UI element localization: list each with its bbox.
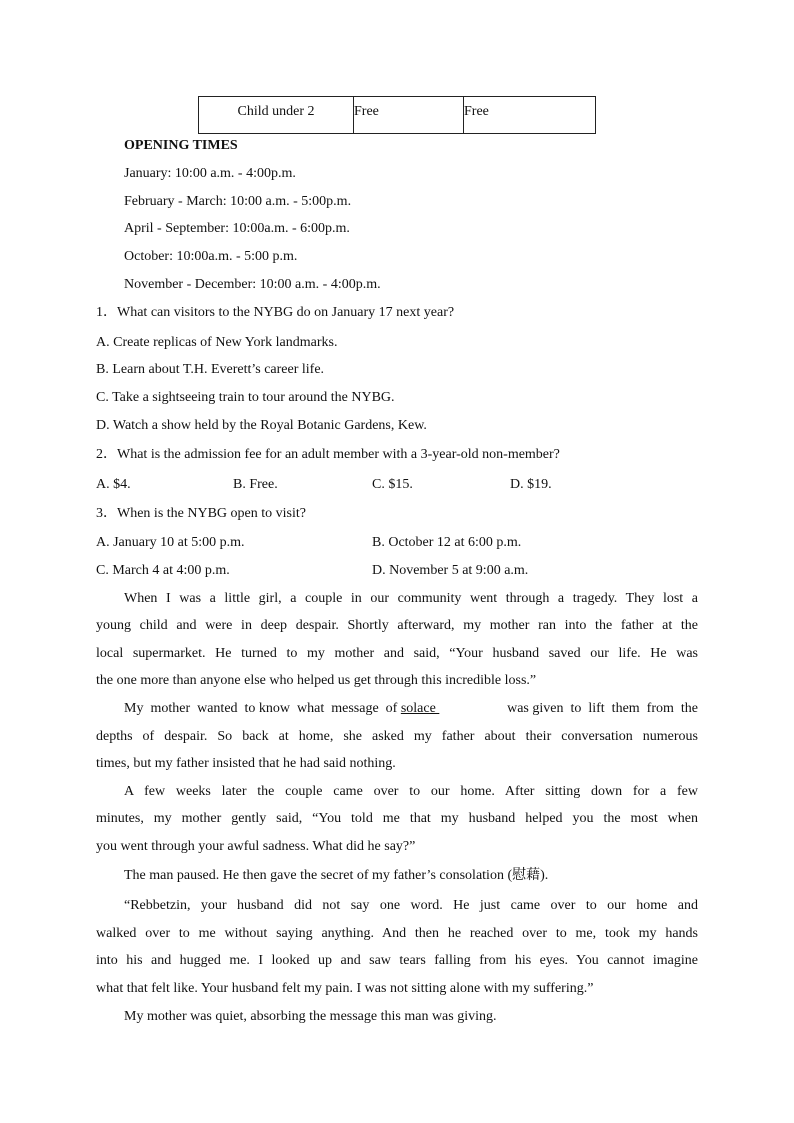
passage-line: My mother was quiet, absorbing the message this man was giving. — [124, 1009, 497, 1024]
table-cell: Free — [354, 97, 464, 134]
opening-time-line: October: 10:00a.m. - 5:00 p.m. — [124, 249, 298, 264]
admission-table — [198, 96, 596, 134]
passage-line — [124, 700, 698, 718]
table-row — [199, 97, 596, 134]
question-option: A. $4. — [96, 477, 131, 492]
passage-line: times, but my father insisted that he had said nothing. — [96, 756, 396, 771]
question-option: D. Watch a show held by the Royal Botanic Gardens, Kew. — [96, 418, 427, 433]
passage-text: My mother wanted to know what message of — [124, 701, 401, 716]
opening-time-line: April - September: 10:00a.m. - 6:00p.m. — [124, 221, 350, 236]
table-cell: Free — [464, 97, 596, 134]
question-option: C. Take a sightseeing train to tour around the NYBG. — [96, 390, 395, 405]
passage-line: you went through your awful sadness. What did he say?” — [96, 839, 416, 854]
opening-time-line: January: 10:00 a.m. - 4:00p.m. — [124, 166, 296, 181]
question-option: A. January 10 at 5:00 p.m. — [96, 535, 245, 550]
underlined-word-solace: solace — [400, 701, 440, 716]
passage-line: local supermarket. He turned to my mother and said, “Your husband saved our life. He was — [96, 646, 698, 661]
table-cell: Child under 2 — [199, 97, 354, 134]
question-option: C. March 4 at 4:00 p.m. — [96, 563, 230, 578]
passage-line: minutes, my mother gently said, “You told me that my husband helped you the most when — [96, 811, 698, 826]
passage-line: what that felt like. Your husband felt my pain. I was not sitting alone with my suffering.” — [96, 981, 594, 996]
question-option: B. Learn about T.H. Everett’s career life. — [96, 362, 325, 377]
question-stem: 3．When is the NYBG open to visit? — [96, 506, 306, 521]
question-option: A. Create replicas of New York landmarks. — [96, 335, 338, 350]
passage-line: the one more than anyone else who helped us get through this incredible loss.” — [96, 673, 537, 688]
question-option: D. November 5 at 9:00 a.m. — [372, 563, 529, 578]
opening-time-line: February - March: 10:00 a.m. - 5:00p.m. — [124, 194, 352, 209]
question-option: D. $19. — [510, 477, 552, 492]
opening-times-heading: OPENING TIMES — [124, 138, 238, 153]
passage-text: was given to lift them from the — [503, 701, 698, 716]
passage-line: “Rebbetzin, your husband did not say one word. He just came over to our home and — [124, 898, 698, 913]
passage-line: young child and were in deep despair. Shortly afterward, my mother ran into the father at the — [96, 618, 698, 633]
question-option: B. Free. — [233, 477, 278, 492]
passage-line: A few weeks later the couple came over to our home. After sitting down for a few — [124, 784, 698, 799]
passage-line: The man paused. He then gave the secret of my father’s consolation (慰藉). — [124, 868, 549, 883]
passage-line: When I was a little girl, a couple in our community went through a tragedy. They lost a — [124, 591, 698, 606]
question-stem: 2．What is the admission fee for an adult member with a 3-year-old non-member? — [96, 447, 560, 462]
opening-time-line: November - December: 10:00 a.m. - 4:00p.m. — [124, 277, 381, 292]
passage-line: depths of despair. So back at home, she asked my father about their conversation numerous — [96, 729, 698, 744]
passage-line: walked over to me without saying anything. And then he reached over to me, took my hands — [96, 926, 698, 941]
question-option: B. October 12 at 6:00 p.m. — [372, 535, 522, 550]
question-stem: 1．What can visitors to the NYBG do on January 17 next year? — [96, 305, 455, 320]
question-option: C. $15. — [372, 477, 413, 492]
passage-line: into his and hugged me. I looked up and saw tears falling from his eyes. You cannot imagine — [96, 953, 698, 968]
